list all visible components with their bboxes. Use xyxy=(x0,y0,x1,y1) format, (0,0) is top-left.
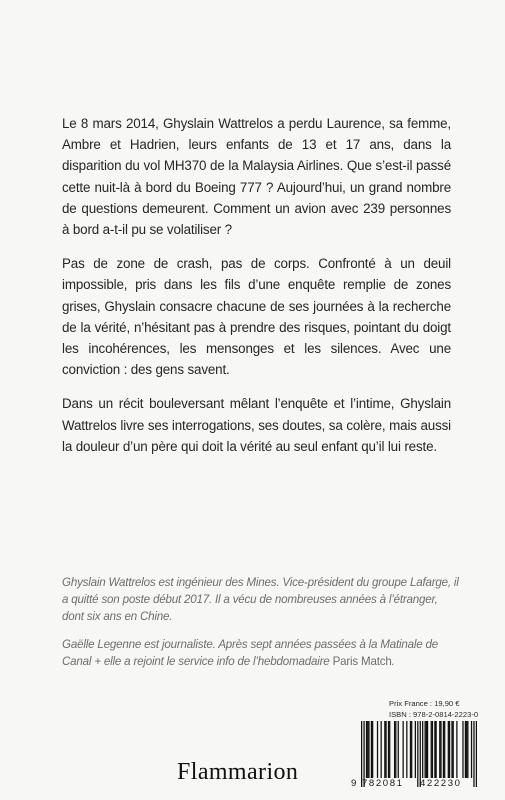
barcode-right-group: 422230 xyxy=(420,778,462,789)
barcode-bar xyxy=(367,721,368,778)
barcode-digits xyxy=(351,778,479,789)
barcode-bar xyxy=(439,721,440,778)
barcode-bar xyxy=(466,721,467,778)
barcode-bar xyxy=(368,721,369,778)
barcode-bar xyxy=(443,721,444,778)
barcode-bar xyxy=(440,721,441,778)
barcode-bar xyxy=(384,721,385,778)
price-isbn-block xyxy=(389,699,478,720)
barcode-bar xyxy=(398,721,399,778)
barcode-bar xyxy=(449,721,450,778)
author-biographies xyxy=(62,574,462,680)
magazine-name: Paris Match xyxy=(332,654,392,668)
barcode-left-group: 782081 xyxy=(362,778,404,789)
barcode-bar xyxy=(377,721,378,778)
blurb-paragraph-2: Pas de zone de crash, pas de corps. Confronté à un deuil impossible, pris dans les fils d’une enquête remplie de zones grises, Ghyslain consacre chacune de ses journées à la recherche de la vérité, n’hésitant pas à prendre des risques, pointant du doigt les incohérences, les mensonges et les silences. Avec une conviction : des gens savent. xyxy=(62,256,451,378)
barcode-bar xyxy=(448,721,449,778)
coauthor-bio-end: . xyxy=(391,654,395,668)
barcode-bar xyxy=(372,721,373,778)
barcode-bar xyxy=(453,721,454,778)
publisher-logo: Flammarion xyxy=(177,759,299,785)
barcode-bar xyxy=(406,721,407,778)
blurb-paragraph-3: Dans un récit bouleversant mêlant l’enquête et l’intime, Ghyslain Wattrelos livre ses interrogations, ses doutes, sa colère, mais aussi la douleur d’un père qui doit la vérité au seul enfant qu’il lui reste. xyxy=(62,396,451,454)
barcode-bar xyxy=(385,721,386,778)
barcode-bar xyxy=(471,721,472,778)
barcode-bar xyxy=(388,721,389,778)
barcode-bar xyxy=(395,721,396,778)
barcode-bar xyxy=(371,721,372,778)
barcode-bar xyxy=(451,721,452,778)
barcode-bar xyxy=(462,721,463,778)
barcode-bar xyxy=(381,721,382,778)
barcode-bar xyxy=(403,721,404,778)
barcode-bar xyxy=(424,721,425,778)
barcode-bar xyxy=(444,721,445,778)
back-cover-blurb xyxy=(62,113,451,470)
barcode-bar xyxy=(366,721,367,778)
barcode-bar xyxy=(426,721,427,778)
barcode-bar xyxy=(394,721,395,778)
isbn-label: ISBN : 978-2-0814-2223-0 xyxy=(389,709,479,719)
barcode-bar xyxy=(432,721,433,778)
barcode-bar xyxy=(465,721,466,778)
coauthor-bio xyxy=(62,636,462,670)
author-bio: Ghyslain Wattrelos est ingénieur des Mines. Vice-président du groupe Lafarge, il a quitté son poste début 2017. Il a vécu de nombreuses années à l’étranger, dont six ans en Chine. xyxy=(62,576,459,624)
barcode-bar xyxy=(411,721,412,778)
barcode-bar xyxy=(410,721,411,778)
barcode-bar xyxy=(431,721,432,778)
blurb-paragraph-1: Le 8 mars 2014, Ghyslain Wattrelos a perdu Laurence, sa femme, Ambre et Hadrien, leurs enfants de 13 et 17 ans, dans la disparition du vol MH370 de la Malaysia Airlines. Que s’est-il passé cette nuit-là à bord du Boeing 777 ? Aujourd’hui, un grand nombre de questions demeurent. Comment un avion avec 239 personnes à bord a-t-il pu se volatiliser ? xyxy=(62,116,451,238)
barcode-bar xyxy=(389,721,390,778)
barcode-bar xyxy=(422,721,423,778)
price-label: Prix France : 19,90 € xyxy=(389,699,460,708)
barcode-bar xyxy=(467,721,468,778)
barcode-lead-digit: 9 xyxy=(351,778,357,789)
barcode-bar xyxy=(434,721,435,778)
barcode-bar xyxy=(435,721,436,778)
coauthor-bio-text: Gaëlle Legenne est journaliste. Après sept années passées à la Matinale de Canal + elle a rejoint le service info de l’hebdomadaire xyxy=(62,637,438,668)
barcode-bar xyxy=(427,721,428,778)
barcode-bar xyxy=(456,721,457,778)
barcode-bar xyxy=(415,721,416,778)
